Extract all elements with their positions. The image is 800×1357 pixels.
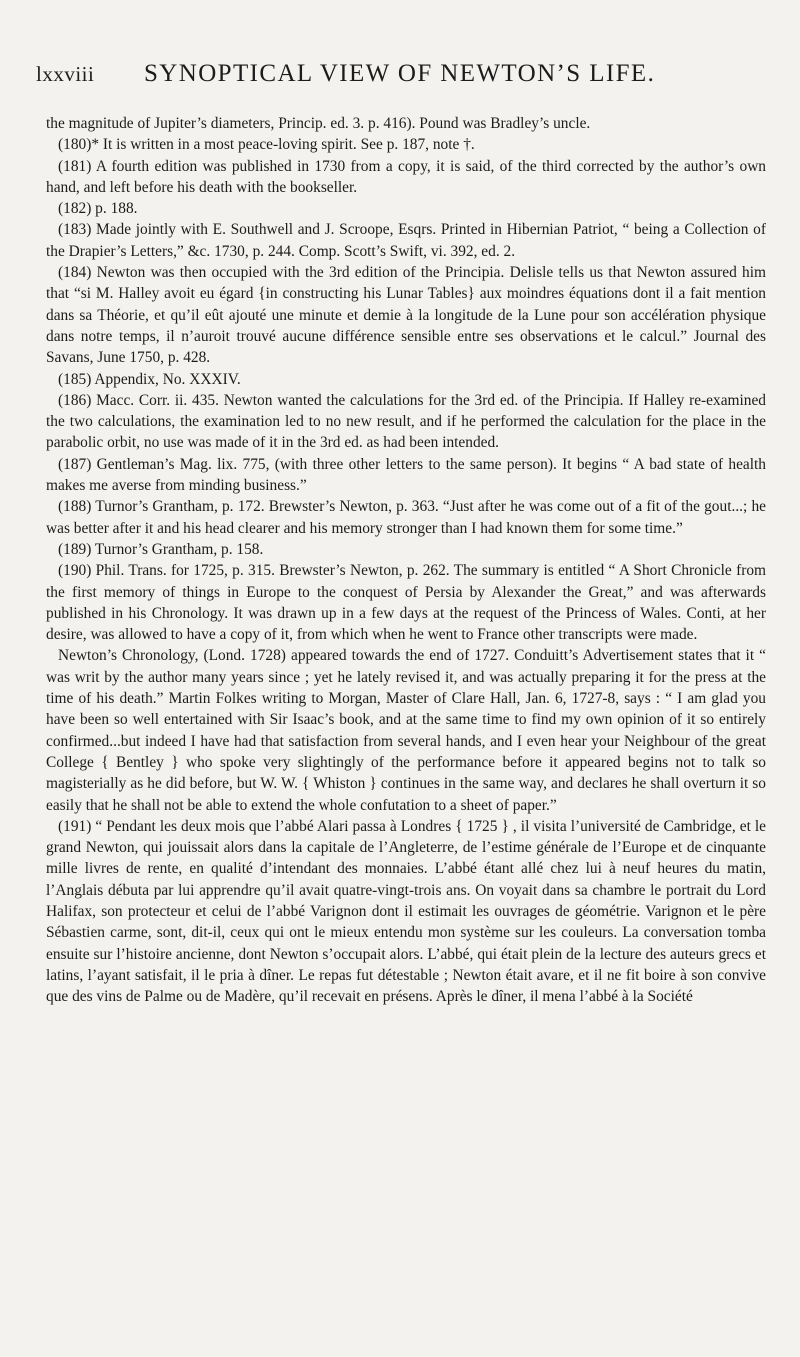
continuation-paragraph: the magnitude of Jupiter’s diameters, Princip. ed. 3. p. 416). Pound was Bradley’s uncle.	[46, 115, 591, 132]
chronology-paragraph: Newton’s Chronology, (Lond. 1728) appeared towards the end of 1727. Conduitt’s Advertisement states that it “ was writ by the author many years since ; yet he lately revised it, and was actually preparing it for the press at the time of his death.” Martin Folkes writing to Morgan, Master of Clare Hall, Jan. 6, 1727-8, says : “ I am glad you have been so well entertained with Sir Isaac’s book, and at the same time to find my own opinion of it so entirely confirmed...but indeed I have had that satisfaction from several hands, and I even hear your Neighbour of the great College { Bentley } who spoke very slightingly of the performance before it appeared begins not to talk so magisterially as he did before, but W. W. { Whiston } continues in the same way, and declares he shall overturn it so easily that he shall not be able to extend the whole confutation to a sheet of paper.”	[46, 647, 766, 814]
page-number: lxxviii	[36, 62, 95, 86]
note-180: (180)* It is written in a most peace-loving spirit. See p. 187, note †.	[58, 136, 475, 154]
note-183: (183) Made jointly with E. Southwell and J. Scroope, Esqrs. Printed in Hibernian Patriot, “ being a Collection of the Drapier’s Letters,” &c. 1730, p. 244. Comp. Scott’s Swift, vi. 392, ed. 2.	[46, 221, 766, 260]
note-185: (185) Appendix, No. XXXIV.	[58, 370, 241, 388]
note-181: (181) A fourth edition was published in 1730 from a copy, it is said, of the third corrected by the author’s own hand, and left before his death with the bookseller.	[46, 157, 766, 196]
note-190: (190) Phil. Trans. for 1725, p. 315. Brewster’s Newton, p. 262. The summary is entitled “ A Short Chronicle from the first memory of things in Europe to the conquest of Persia by Alexander the Great,” and was afterwards published in his Chronology. It was drawn up in a few days at the request of the Princess of Wales. Conti, at her desire, was allowed to have a copy of it, from which when he went to France other transcripts were made.	[46, 562, 766, 644]
note-186: (186) Macc. Corr. ii. 435. Newton wanted the calculations for the 3rd ed. of the Principia. If Halley re-examined the two calculations, the examination led to no new result, and if he performed the calculation for the place in the parabolic orbit, no use was made of it in the 3rd ed. as had been intended.	[46, 391, 766, 452]
note-184: (184) Newton was then occupied with the 3rd edition of the Principia. Delisle tells us that Newton assured him that “si M. Halley avoit eu égard {in constructing his Lunar Tables} aux moindres équations dont il a fait mention dans sa Théorie, et qu’il eût ajouté une minute et demie à la longitude de la Lune pour son accélération physique dans notre temps, il n’auroit trouvé aucune différence sensible entre ses observations et le calcul.” Journal des Savans, June 1750, p. 428.	[46, 264, 766, 367]
note-182: (182) p. 188.	[58, 200, 138, 218]
note-189: (189) Turnor’s Grantham, p. 158.	[58, 540, 264, 558]
running-title: SYNOPTICAL VIEW OF NEWTON’S LIFE.	[144, 60, 656, 87]
page-body	[46, 113, 766, 1007]
note-191: (191) “ Pendant les deux mois que l’abbé Alari passa à Londres { 1725 } , il visita l’université de Cambridge, et le grand Newton, qui jouissait alors dans la capitale de l’Angleterre, de l’estime générale de l’Europe et de cinquante mille livres de rente, en qualité d’intendant des monnaies. L’abbé étant allé chez lui à neuf heures du matin, l’Anglais débuta par lui apprendre qu’il avait quatre-vingt-trois ans. On voyait dans sa chambre le portrait du Lord Halifax, son protecteur et celui de l’abbé Varignon dont il estimait les ouvrages de géométrie. Varignon et le père Sébastien carme, sont, dit-il, ceux qui ont le mieux entendu mon système sur les couleurs. La conversation tomba ensuite sur l’histoire ancienne, dont Newton s’occupait alors. L’abbé, qui était plein de la lecture des auteurs grecs et latins, l’ayant satisfait, il le pria à dîner. Le repas fut détestable ; Newton était avare, et il ne fit boire à son convive que des vins de Palme ou de Madère, qu’il recevait en présens. Après le dîner, il mena l’abbé à la Société	[46, 817, 766, 1006]
running-head	[36, 62, 768, 92]
note-187: (187) Gentleman’s Mag. lix. 775, (with three other letters to the same person). It begins “ A bad state of health makes me averse from minding business.”	[46, 455, 766, 495]
note-188: (188) Turnor’s Grantham, p. 172. Brewster’s Newton, p. 363. “Just after he was come out of a fit of the gout...; he was better after it and his head clearer and his memory stronger than I had known them for some time.”	[46, 498, 766, 537]
